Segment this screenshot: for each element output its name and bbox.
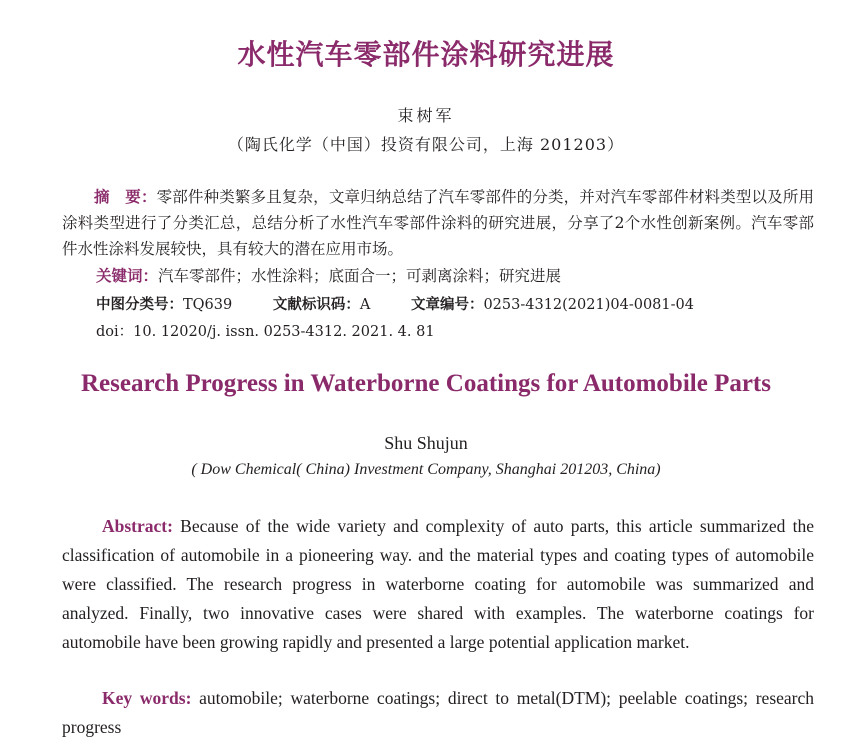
english-abstract [62, 512, 814, 657]
chinese-abstract [62, 184, 814, 262]
doi-line: doi：10. 12020/j. issn. 0253-4312. 2021. 4. 81 [96, 324, 435, 340]
document-code-value: A [359, 297, 371, 313]
classification-line [96, 293, 730, 314]
chinese-abstract-label: 摘 要： [94, 188, 157, 206]
english-abstract-label: Abstract: [102, 516, 173, 536]
article-number-label: 文章编号： [410, 297, 484, 313]
clc-value: TQ639 [183, 297, 233, 313]
clc-number [96, 293, 232, 314]
chinese-keywords-label: 关键词： [96, 267, 159, 285]
english-keywords-label: Key words: [102, 688, 192, 708]
document-code [273, 293, 370, 314]
english-affiliation: ( Dow Chemical( China) Investment Company, Shanghai 201203, China) [191, 461, 661, 478]
chinese-keywords-text: 汽车零部件；水性涂料；底面合一；可剥离涂料；研究进展 [158, 267, 562, 285]
clc-label: 中图分类号： [96, 297, 183, 313]
article-number [411, 293, 694, 314]
english-abstract-text: Because of the wide variety and complexity of auto parts, this article summarized the classification of automobile in a pioneering way. and the material types and coating types of automobile were classified. The research progress in waterborne coating for automobile was summarized and analyzed. Finally, two innovative cases were shared with examples. The waterborne coatings for automobile have been growing rapidly and presented a large potential application market. [62, 516, 814, 652]
chinese-keywords [96, 264, 561, 286]
english-author: Shu Shujun [384, 433, 468, 453]
document-code-label: 文献标识码： [272, 297, 360, 313]
chinese-abstract-text: 零部件种类繁多且复杂，文章归纳总结了汽车零部件的分类，并对汽车零部件材料类型以及所用涂料类型进行了分类汇总，总结分析了水性汽车零部件涂料的研究进展，分享了2个水性创新案例。汽车零部件水性涂料发展较快，具有较大的潜在应用市场。 [62, 188, 814, 258]
chinese-title: 水性汽车零部件涂料研究进展 [237, 38, 615, 71]
article-number-value: 0253-4312(2021)04-0081-04 [483, 297, 694, 313]
chinese-author: 束树军 [397, 106, 455, 125]
chinese-affiliation: （陶氏化学（中国）投资有限公司，上海 201203） [227, 135, 625, 154]
english-keywords-text: automobile; waterborne coatings; direct to metal(DTM); peelable coatings; research progress [62, 688, 815, 737]
english-title: Research Progress in Waterborne Coatings for Automobile Parts [81, 370, 771, 397]
english-keywords [62, 684, 814, 742]
